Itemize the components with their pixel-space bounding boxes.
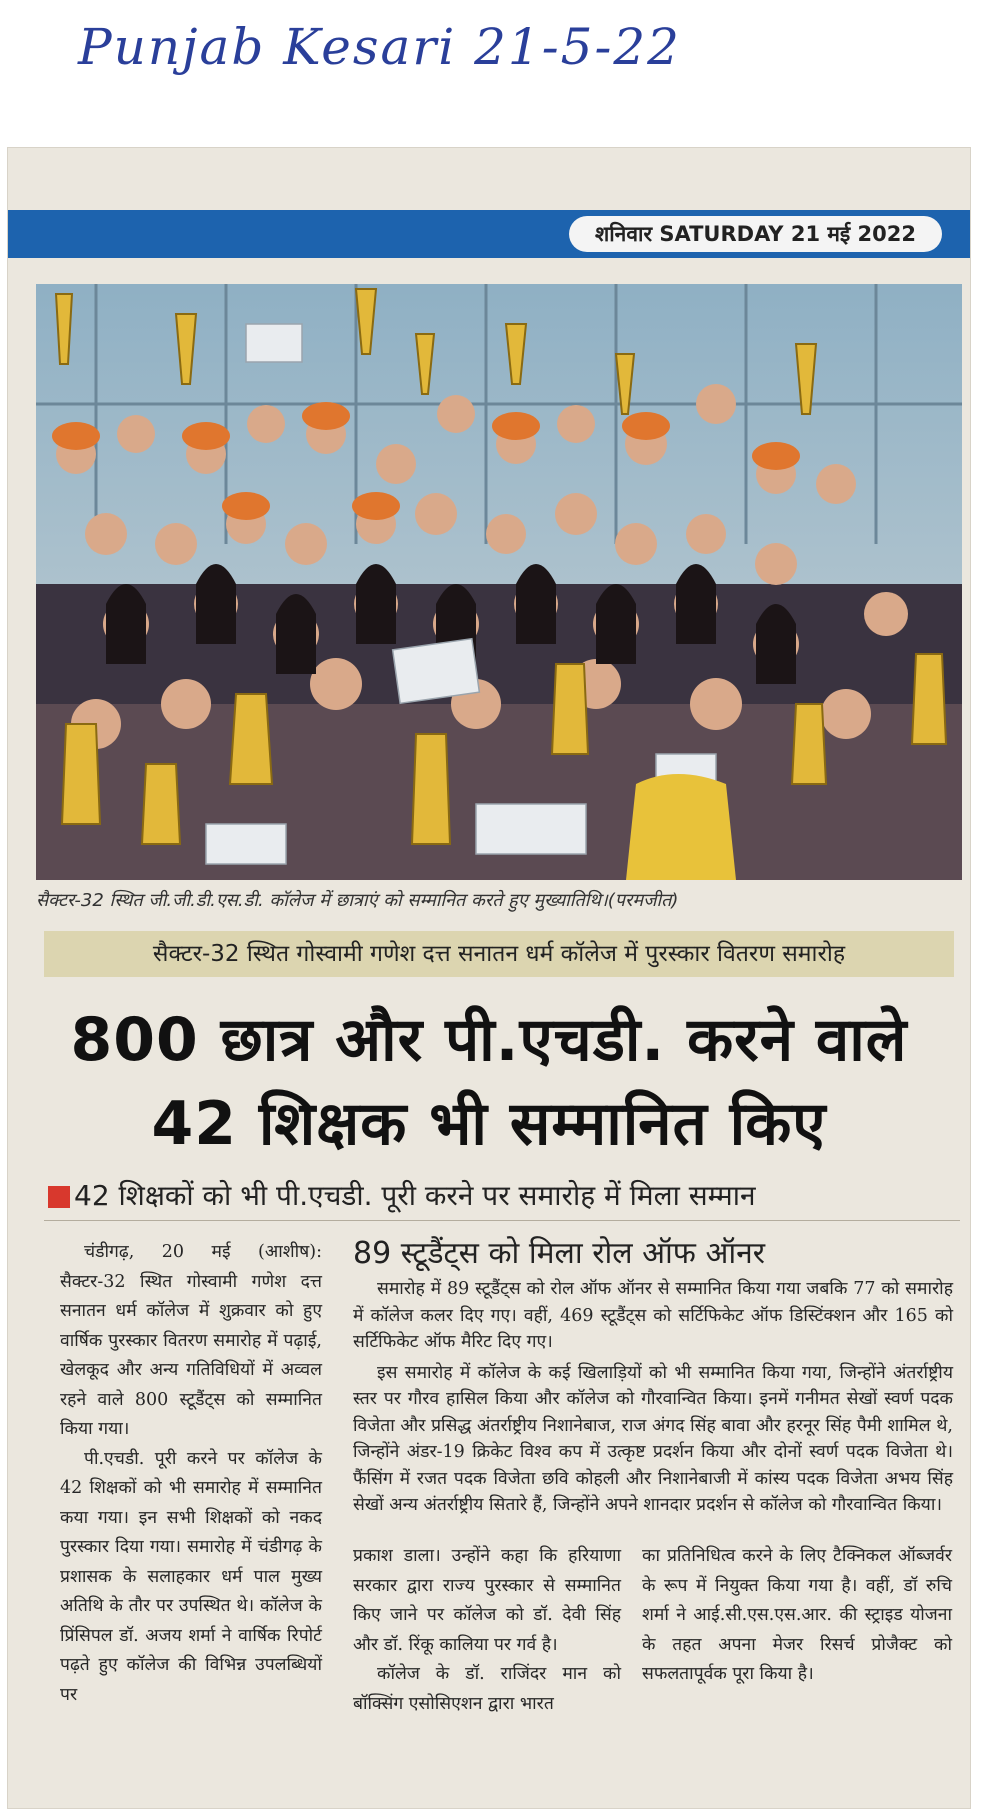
box-text — [353, 1276, 953, 1519]
article-kicker: सैक्टर-32 स्थित गोस्वामी गणेश दत्त सनातन धर्म कॉलेज में पुरस्कार वितरण समारोह — [44, 931, 954, 977]
paragraph: प्रकाश डाला। उन्होंने कहा कि हरियाणा सरकार द्वारा राज्य पुरस्कार से सम्मानित किए जाने पर कॉलेज को डॉ. देवी सिंह और डॉ. रिंकू कालिया पर गर्व है। — [353, 1546, 621, 1655]
headline-line-1: 800 छात्र और पी.एचडी. करने वाले — [70, 1005, 908, 1075]
paragraph: का प्रतिनिधित्व करने के लिए टैक्निकल ऑब्जर्वर के रूप में नियुक्त किया गया है। वहीं, डॉ रुचि शर्मा ने आई.सी.एस.एस.आर. की स्ट्राइड योजना के तहत अपना मेजर रिसर्च प्रोजैक्ट को सफलतापूर्वक पूरा किया है। — [642, 1546, 952, 1684]
group-photo-illustration — [36, 284, 962, 880]
date-line: शनिवार SATURDAY 21 मई 2022 — [569, 216, 942, 252]
red-square-bullet-icon — [48, 1186, 70, 1208]
paragraph: इस समारोह में कॉलेज के कई खिलाड़ियों को भी सम्मानित किया गया, जिन्होंने अंतर्राष्ट्रीय स्तर पर गौरव हासिल किया और कॉलेज को गौरवान्वित किया। इनमें गनीमत सेखों स्वर्ण पदक विजेता और प्रसिद्ध अंतर्राष्ट्रीय निशानेबाज, राज अंगद सिंह बावा और हरनूर सिंह पैमी शामिल थे, जिन्होंने अंडर-19 क्रिकेट विश्व कप में उत्कृष्ट प्रदर्शन किया और दोनों स्वर्ण पदक विजेता थे। फैंसिंग में रजत पदक विजेता छवि कोहली और निशानेबाजी में कांस्य पदक विजेता अभय सिंह सेखों अन्य अंतर्राष्ट्रीय सितारे हैं, जिन्होंने अपने शानदार प्रदर्शन से कॉलेज को गौरवान्वित किया। — [353, 1362, 953, 1515]
divider — [44, 1220, 960, 1221]
group-photo — [36, 284, 962, 880]
article-column-1 — [60, 1238, 322, 1710]
article-column-3 — [642, 1542, 952, 1690]
photo-caption: सैक्टर-32 स्थित जी.जी.डी.एस.डी. कॉलेज में छात्राएं को सम्मानित करते हुए मुख्यातिथि।(परमजीत) — [36, 890, 679, 911]
box-title: 89 स्टूडैंट्स को मिला रोल ऑफ ऑनर — [353, 1236, 766, 1271]
handwritten-source-note: Punjab Kesari 21-5-22 — [78, 18, 681, 76]
subheadline — [48, 1176, 968, 1214]
paragraph: पी.एचडी. पूरी करने पर कॉलेज के 42 शिक्षकों को भी समारोह में सम्मानित कया गया। इन सभी शिक्षकों को नकद पुरस्कार दिया गया। समारोह में चंडीगढ़ के प्रशासक के सलाहकार धर्म पाल मुख्य अतिथि के तौर पर उपस्थित थे। कॉलेज के प्रिंसिपल डॉ. अजय शर्मा ने वार्षिक रिपोर्ट पढ़ते हुए कॉलेज की विभिन्न उपलब्धियों पर — [60, 1448, 322, 1705]
paragraph: चंडीगढ़, 20 मई (आशीष): सैक्टर-32 स्थित गोस्वामी गणेश दत्त सनातन धर्म कॉलेज में शुक्रवार को हुए वार्षिक पुरस्कार वितरण समारोह में पढ़ाई, खेलकूद और अन्य गतिविधियों में अव्वल रहने वाले 800 स्टूडैंट्स को सम्मानित किया गया। — [60, 1242, 322, 1439]
article-column-2 — [353, 1542, 621, 1719]
paragraph: कॉलेज के डॉ. राजिंदर मान को बॉक्सिंग एसोसिएशन द्वारा भारत — [353, 1664, 621, 1714]
masthead-banner — [8, 210, 970, 258]
newspaper-clipping — [8, 148, 970, 1808]
headline-line-2: 42 शिक्षक भी सम्मानित किए — [151, 1089, 827, 1159]
paragraph: समारोह में 89 स्टूडैंट्स को रोल ऑफ ऑनर से सम्मानित किया गया जबकि 77 को समारोह में कॉलेज कलर दिए गए। वहीं, 469 स्टूडैंट्स को सर्टिफिकेट ऑफ डिस्टिंक्शन और 165 को सर्टिफिकेट ऑफ मैरिट दिए गए। — [353, 1279, 953, 1352]
subheadline-text: 42 शिक्षकों को भी पी.एचडी. पूरी करने पर समारोह में मिला सम्मान — [74, 1179, 756, 1212]
